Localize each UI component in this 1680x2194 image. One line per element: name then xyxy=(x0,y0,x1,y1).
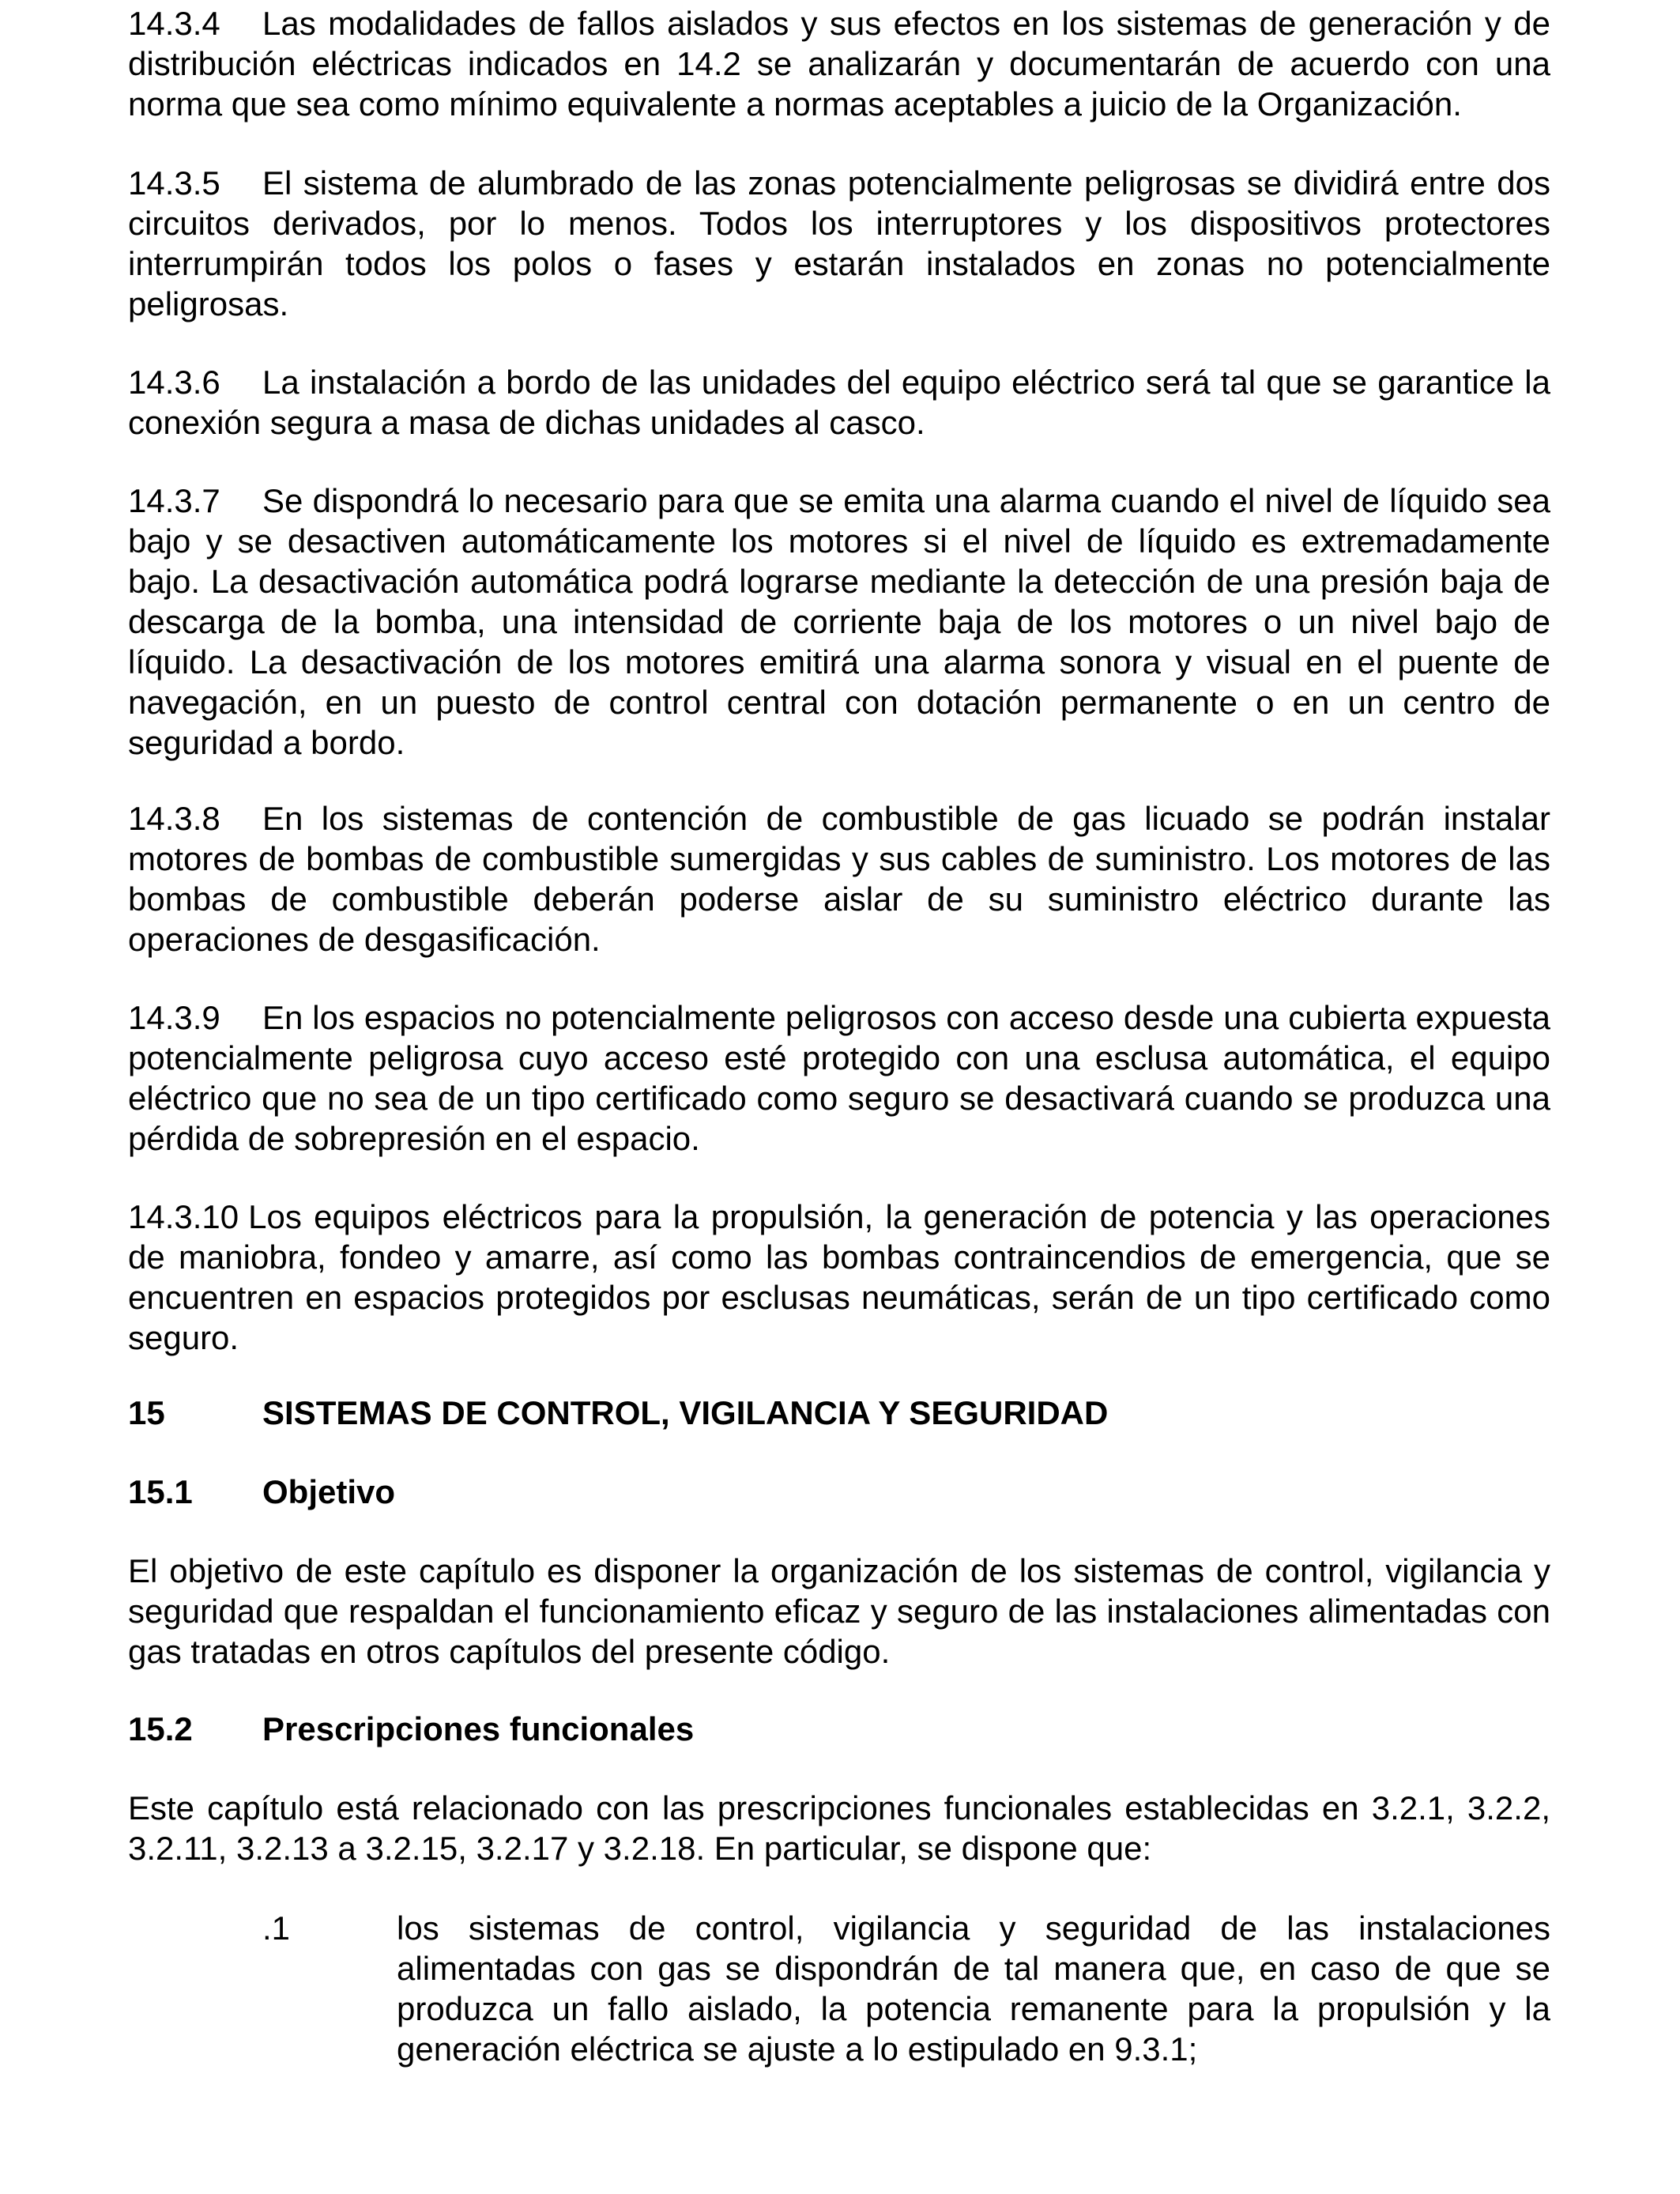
paragraph-objective: El objetivo de este capítulo es disponer la organización de los sistemas de control, vigilancia y seguridad que respaldan el funcionamiento eficaz y seguro de las instalaciones alimentadas con gas tratadas en otros capítulos del presente código. xyxy=(128,1552,1550,1670)
paragraph-number: 14.3.6 xyxy=(128,364,220,401)
list-item xyxy=(128,1908,1550,2069)
paragraph-number: 14.3.5 xyxy=(128,164,220,202)
paragraph-number: 14.3.9 xyxy=(128,999,220,1036)
paragraph-text: En los sistemas de contención de combustible de gas licuado se podrán instalar motores de bombas de combustible sumergidas y sus cables de suministro. Los motores de las bombas de combustible deberán poderse aislar de su suministro eléctrico durante las operaciones de desgasificación. xyxy=(128,800,1550,958)
heading-number: 15 xyxy=(128,1394,165,1431)
paragraph-text: Se dispondrá lo necesario para que se emita una alarma cuando el nivel de líquido sea bajo y se desactiven automáticamente los motores si el nivel de líquido es extremadamente bajo. La desactivación automática podrá lograrse mediante la detección de una presión baja de descarga de la bomba, una intensidad de corriente baja de los motores o un nivel bajo de líquido. La desactivación de los motores emitirá una alarma sonora y visual en el puente de navegación, en un puesto de control central con dotación permanente o en un centro de seguridad a bordo. xyxy=(128,482,1550,761)
heading-number: 15.1 xyxy=(128,1473,193,1510)
heading-title: Prescripciones funcionales xyxy=(262,1710,695,1747)
paragraph-number: 14.3.4 xyxy=(128,5,220,42)
paragraph-14-3-6 xyxy=(128,362,1550,443)
heading-title: SISTEMAS DE CONTROL, VIGILANCIA Y SEGURIDAD xyxy=(262,1394,1109,1431)
heading-number: 15.2 xyxy=(128,1710,193,1747)
paragraph-text: En los espacios no potencialmente peligrosos con acceso desde una cubierta expuesta potencialmente peligrosa cuyo acceso esté protegido con una esclusa automática, el equipo eléctrico que no sea de un tipo certificado como seguro se desactivará cuando se produzca una pérdida de sobrepresión en el espacio. xyxy=(128,999,1550,1157)
chapter-heading-15 xyxy=(128,1393,1550,1433)
paragraph-number: 14.3.7 xyxy=(128,482,220,519)
heading-title: Objetivo xyxy=(262,1473,396,1510)
paragraph-text: Las modalidades de fallos aislados y sus efectos en los sistemas de generación y de distribución eléctricas indicados en 14.2 se analizarán y documentarán de acuerdo con una norma que sea como mínimo equivalente a normas aceptables a juicio de la Organización. xyxy=(128,5,1550,123)
list-item-number: .1 xyxy=(262,1909,291,1947)
paragraph-14-3-10 xyxy=(128,1197,1550,1358)
paragraph-functional-requirements: Este capítulo está relacionado con las prescripciones funcionales establecidas en 3.2.1, 3.2.2, 3.2.11, 3.2.13 a 3.2.15, 3.2.17 y 3.2.18. En particular, se dispone que: xyxy=(128,1789,1550,1867)
paragraph-14-3-9 xyxy=(128,997,1550,1159)
paragraph-14-3-5 xyxy=(128,163,1550,324)
paragraph-14-3-8 xyxy=(128,798,1550,959)
list-item-text: los sistemas de control, vigilancia y seguridad de las instalaciones alimentadas con gas se dispondrán de tal manera que, en caso de que se produzca un fallo aislado, la potencia remanente para la propulsión y la generación eléctrica se ajuste a lo estipulado en 9.3.1; xyxy=(397,1909,1550,2068)
section-heading-15-2 xyxy=(128,1709,1550,1749)
section-heading-15-1 xyxy=(128,1472,1550,1512)
paragraph-number: 14.3.10 xyxy=(128,1198,239,1235)
paragraph-14-3-7 xyxy=(128,481,1550,763)
paragraph-number: 14.3.8 xyxy=(128,800,220,837)
paragraph-14-3-4 xyxy=(128,3,1550,124)
paragraph-text: El sistema de alumbrado de las zonas potencialmente peligrosas se dividirá entre dos circuitos derivados, por lo menos. Todos los interruptores y los dispositivos protectores interrumpirán todos los polos o fases y estarán instalados en zonas no potencialmente peligrosas. xyxy=(128,164,1550,322)
paragraph-text: Los equipos eléctricos para la propulsión, la generación de potencia y las operaciones de maniobra, fondeo y amarre, así como las bombas contraincendios de emergencia, que se encuentren en espacios protegidos por esclusas neumáticas, serán de un tipo certificado como seguro. xyxy=(128,1198,1550,1356)
paragraph-text: La instalación a bordo de las unidades del equipo eléctrico será tal que se garantice la conexión segura a masa de dichas unidades al casco. xyxy=(128,364,1550,441)
